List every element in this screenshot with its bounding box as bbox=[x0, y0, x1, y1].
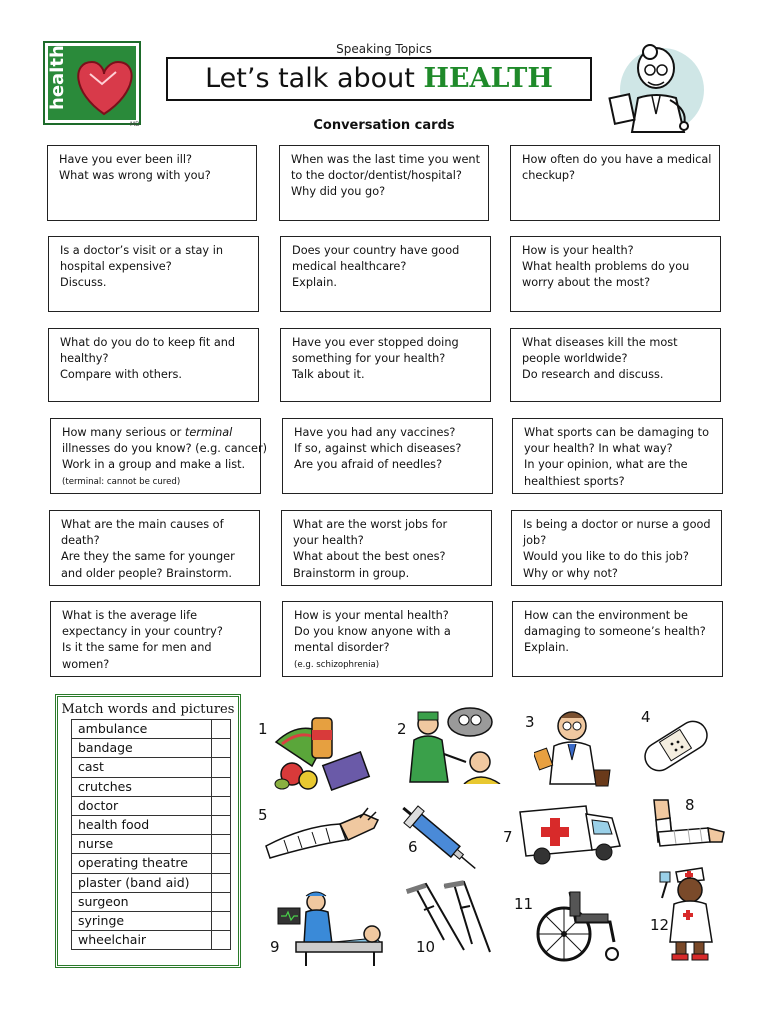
card-line: Explain. bbox=[292, 276, 337, 290]
card-line: expectancy in your country? bbox=[62, 625, 223, 639]
title-topic: HEALTH bbox=[423, 63, 553, 94]
card-11 bbox=[282, 418, 493, 494]
match-word: bandage bbox=[72, 739, 212, 758]
match-word: crutches bbox=[72, 777, 212, 796]
card-3 bbox=[510, 145, 720, 221]
picture-number: 12 bbox=[650, 916, 670, 934]
picture-number: 1 bbox=[258, 720, 268, 738]
answer-cell[interactable] bbox=[212, 815, 231, 834]
card-line: checkup? bbox=[522, 169, 576, 183]
card-line: to the doctor/dentist/hospital? bbox=[291, 169, 462, 183]
answer-cell[interactable] bbox=[212, 931, 231, 950]
match-word: plaster (band aid) bbox=[72, 873, 212, 892]
card-line: damaging to someone’s health? bbox=[524, 625, 706, 639]
bandage-icon bbox=[644, 796, 728, 852]
nurse-icon bbox=[658, 858, 720, 962]
card-line: Is being a doctor or nurse a good bbox=[523, 518, 711, 531]
card-line: illnesses do you know? (e.g. cancer) bbox=[62, 442, 267, 456]
card-line: Is it the same for men and bbox=[62, 641, 212, 655]
card-line: What is the average life bbox=[62, 609, 198, 622]
answer-cell[interactable] bbox=[212, 758, 231, 777]
card-line: medical healthcare? bbox=[292, 260, 407, 274]
card-line: women? bbox=[62, 657, 110, 671]
card-line: Work in a group and make a list. bbox=[62, 458, 246, 472]
card-line: Would you like to do this job? bbox=[523, 550, 689, 564]
conversation-cards-heading: Conversation cards bbox=[313, 118, 455, 133]
card-line: Brainstorm in group. bbox=[293, 566, 410, 580]
match-word: nurse bbox=[72, 835, 212, 854]
picture-number: 11 bbox=[514, 895, 534, 913]
card-line: What diseases kill the most bbox=[522, 336, 678, 349]
answer-cell[interactable] bbox=[212, 911, 231, 930]
card-line: Discuss. bbox=[60, 276, 107, 290]
table-row bbox=[72, 796, 231, 815]
match-words-box bbox=[55, 694, 241, 968]
card-line: Does your country have good bbox=[292, 244, 460, 257]
card-12 bbox=[512, 418, 723, 494]
card-9 bbox=[510, 328, 721, 402]
picture-number: 8 bbox=[685, 796, 695, 814]
answer-cell[interactable] bbox=[212, 854, 231, 873]
picture-number: 2 bbox=[397, 720, 407, 738]
card-line: Have you ever stopped doing bbox=[292, 336, 459, 349]
card-line: and older people? Brainstorm. bbox=[61, 566, 233, 580]
answer-cell[interactable] bbox=[212, 835, 231, 854]
match-word: health food bbox=[72, 815, 212, 834]
card-line: hospital expensive? bbox=[60, 260, 172, 274]
table-row bbox=[72, 720, 231, 739]
ambulance-icon bbox=[516, 802, 624, 866]
card-line: Why or why not? bbox=[523, 566, 618, 580]
card-line: Why did you go? bbox=[291, 185, 386, 199]
card-line: When was the last time you went bbox=[291, 153, 481, 166]
card-line: Compare with others. bbox=[60, 368, 182, 382]
table-row bbox=[72, 873, 231, 892]
picture-number: 4 bbox=[641, 708, 651, 726]
card-line: What health problems do you bbox=[522, 260, 690, 274]
card-line: job? bbox=[523, 534, 547, 548]
svg-text:health: health bbox=[47, 45, 68, 110]
card-5 bbox=[280, 236, 491, 312]
card-line: How often do you have a medical bbox=[522, 153, 712, 166]
match-word: syringe bbox=[72, 911, 212, 930]
card-line: How can the environment be bbox=[524, 609, 688, 622]
card-10 bbox=[50, 418, 267, 494]
card-line: healthy? bbox=[60, 352, 109, 366]
card-line: What was wrong with you? bbox=[59, 169, 211, 183]
card-line: death? bbox=[61, 534, 100, 548]
svg-text:MD: MD bbox=[130, 121, 140, 128]
match-word: operating theatre bbox=[72, 854, 212, 873]
picture-number: 3 bbox=[525, 713, 535, 731]
card-line: If so, against which diseases? bbox=[294, 442, 462, 456]
card-13 bbox=[49, 510, 260, 586]
card-line: What are the worst jobs for bbox=[293, 518, 448, 531]
card-note: (e.g. schizophrenia) bbox=[294, 659, 380, 670]
card-line: How is your health? bbox=[522, 244, 634, 257]
match-word: cast bbox=[72, 758, 212, 777]
answer-cell[interactable] bbox=[212, 892, 231, 911]
answer-cell[interactable] bbox=[212, 873, 231, 892]
speaking-topics-label: Speaking Topics bbox=[336, 42, 432, 56]
table-row bbox=[72, 739, 231, 758]
card-6 bbox=[510, 236, 721, 312]
card-line: your health? In what way? bbox=[524, 442, 673, 456]
match-word: wheelchair bbox=[72, 931, 212, 950]
match-word: doctor bbox=[72, 796, 212, 815]
card-15 bbox=[511, 510, 722, 586]
card-line: people worldwide? bbox=[522, 352, 628, 366]
card-line: Is a doctor’s visit or a stay in bbox=[60, 244, 224, 257]
card-line: Are you afraid of needles? bbox=[294, 458, 443, 472]
doctor-icon bbox=[534, 704, 614, 788]
card-line: Are they the same for younger bbox=[61, 550, 235, 564]
health-food-icon bbox=[272, 712, 372, 796]
card-line: Explain. bbox=[524, 641, 569, 655]
card-line: something for your health? bbox=[292, 352, 446, 366]
syringe-icon bbox=[400, 800, 486, 880]
card-1 bbox=[47, 145, 257, 221]
plaster-icon bbox=[636, 712, 716, 782]
card-line: Have you had any vaccines? bbox=[294, 426, 456, 439]
picture-number: 6 bbox=[408, 838, 418, 856]
match-title: Match words and pictures bbox=[61, 702, 235, 717]
match-word: surgeon bbox=[72, 892, 212, 911]
card-16 bbox=[50, 601, 261, 677]
card-line: What about the best ones? bbox=[293, 550, 446, 564]
surgeon-icon bbox=[404, 704, 502, 784]
card-line: mental disorder? bbox=[294, 641, 390, 655]
card-line: What do you do to keep fit and bbox=[60, 336, 236, 349]
card-line: Have you ever been ill? bbox=[59, 153, 193, 166]
card-line: Do research and discuss. bbox=[522, 368, 664, 382]
card-2 bbox=[279, 145, 489, 221]
table-row bbox=[72, 815, 231, 834]
card-line: In your opinion, what are the bbox=[524, 458, 688, 472]
table-row bbox=[72, 854, 231, 873]
answer-cell[interactable] bbox=[212, 796, 231, 815]
card-line: Do you know anyone with a bbox=[294, 625, 451, 639]
match-word: ambulance bbox=[72, 720, 212, 739]
card-line: What are the main causes of bbox=[61, 518, 224, 531]
wheelchair-icon bbox=[530, 886, 626, 966]
answer-cell[interactable] bbox=[212, 739, 231, 758]
card-line: Talk about it. bbox=[292, 368, 365, 382]
title-prefix: Let’s talk about bbox=[205, 63, 415, 94]
card-line: What sports can be damaging to bbox=[524, 426, 709, 439]
match-words-table bbox=[71, 719, 231, 950]
table-row bbox=[72, 931, 231, 950]
card-line: worry about the most? bbox=[522, 276, 651, 290]
table-row bbox=[72, 758, 231, 777]
card-8 bbox=[280, 328, 491, 402]
table-row bbox=[72, 835, 231, 854]
card-14 bbox=[281, 510, 492, 586]
card-note: (terminal: cannot be cured) bbox=[62, 476, 181, 487]
picture-number: 9 bbox=[270, 938, 280, 956]
card-17 bbox=[282, 601, 493, 677]
picture-number: 10 bbox=[416, 938, 436, 956]
operating-theatre-icon bbox=[276, 888, 386, 968]
card-7 bbox=[48, 328, 259, 402]
card-4 bbox=[48, 236, 259, 312]
answer-cell[interactable] bbox=[212, 720, 231, 739]
answer-cell[interactable] bbox=[212, 777, 231, 796]
card-line: healthiest sports? bbox=[524, 474, 625, 488]
picture-number: 7 bbox=[503, 828, 513, 846]
table-row bbox=[72, 911, 231, 930]
card-line: How is your mental health? bbox=[294, 609, 449, 622]
table-row bbox=[72, 777, 231, 796]
card-line: How many serious or terminal bbox=[62, 426, 233, 439]
cast-icon bbox=[264, 806, 382, 862]
card-line: your health? bbox=[293, 534, 364, 548]
table-row bbox=[72, 892, 231, 911]
card-18 bbox=[512, 601, 723, 677]
crutches-icon bbox=[404, 880, 496, 962]
picture-number: 5 bbox=[258, 806, 268, 824]
